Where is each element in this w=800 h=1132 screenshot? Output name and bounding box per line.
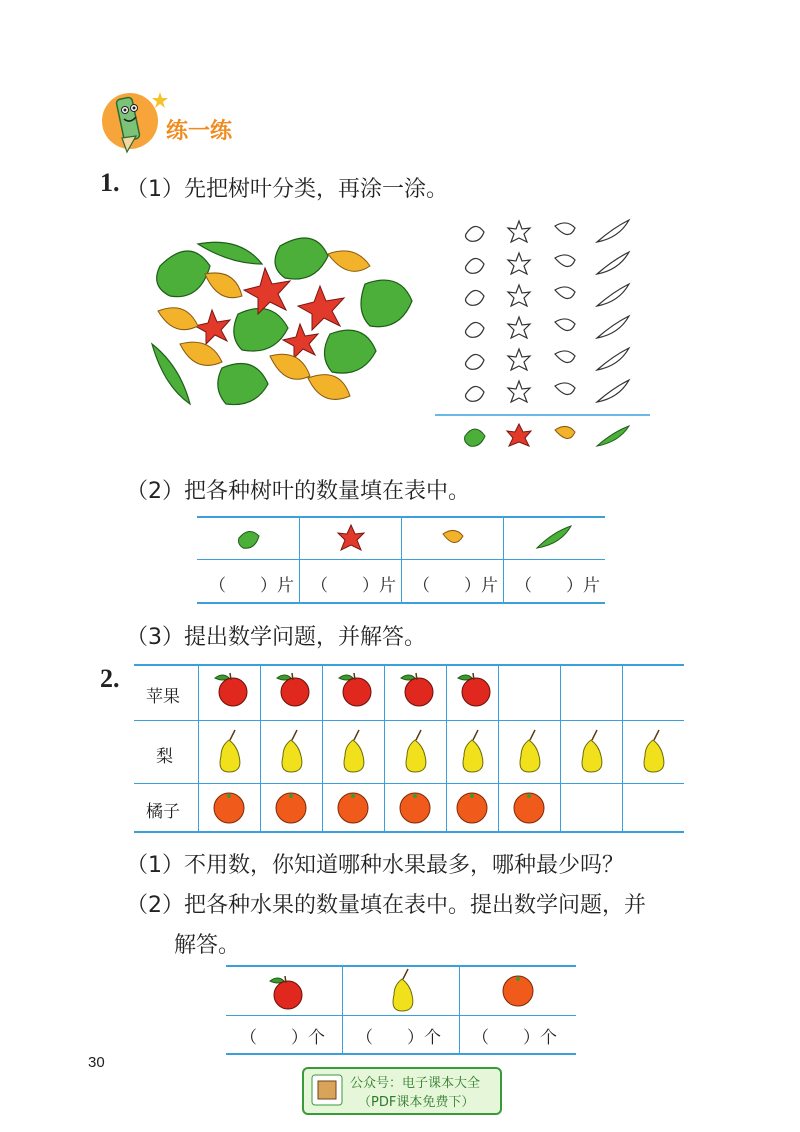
pear-icon	[211, 728, 247, 780]
yellow-ginkgo-leaf-icon	[308, 375, 350, 400]
yellow-ginkgo-leaf-icon	[555, 426, 575, 438]
apple-icon	[333, 670, 373, 712]
orange-icon	[500, 973, 536, 1009]
pear-icon	[335, 728, 371, 780]
q2-part1: （1）不用数，你知道哪种水果最多，哪种最少吗？	[126, 853, 624, 878]
q1-cell-1[interactable]: （ ）片	[209, 576, 294, 596]
green-round-leaf-icon	[157, 251, 210, 297]
red-maple-leaf-icon	[298, 286, 344, 330]
pencil-mascot-icon	[98, 86, 168, 156]
green-round-leaf-outline-icon[interactable]	[466, 322, 485, 337]
red-maple-leaf-icon	[195, 310, 230, 344]
green-long-leaf-icon	[198, 242, 262, 264]
green-long-leaf-outline-icon[interactable]	[597, 348, 629, 370]
pear-icon	[384, 967, 420, 1013]
red-maple-leaf-outline-icon[interactable]	[508, 221, 530, 242]
apple-icon	[271, 670, 311, 712]
red-maple-leaf-icon	[507, 424, 531, 446]
red-maple-leaf-outline-icon[interactable]	[508, 349, 530, 370]
green-round-leaf-outline-icon[interactable]	[466, 354, 485, 369]
yellow-ginkgo-leaf-outline-icon[interactable]	[555, 287, 575, 299]
q2-number: 2.	[100, 664, 120, 693]
orange-icon	[511, 790, 547, 830]
watermark-line1: 公众号：电子课本大全	[350, 1076, 481, 1091]
page-number: 30	[88, 1054, 105, 1071]
green-round-leaf-icon	[218, 364, 268, 405]
pear-icon	[397, 728, 433, 780]
green-long-leaf-outline-icon[interactable]	[597, 316, 629, 338]
green-long-leaf-icon	[597, 426, 629, 446]
pear-icon	[573, 728, 609, 780]
yellow-ginkgo-leaf-outline-icon[interactable]	[555, 223, 575, 235]
apple-icon	[452, 670, 492, 712]
yellow-ginkgo-leaf-outline-icon[interactable]	[555, 351, 575, 363]
green-long-leaf-icon	[535, 524, 573, 552]
q1-table	[197, 516, 605, 604]
q1-cell-4[interactable]: （ ）片	[515, 576, 600, 596]
watermark-line2: （PDF课本免费下）	[358, 1095, 475, 1110]
green-round-leaf-outline-icon[interactable]	[466, 226, 485, 241]
red-maple-leaf-icon	[337, 524, 365, 552]
green-round-leaf-icon	[275, 238, 328, 279]
row-label-orange: 橘子	[146, 802, 180, 822]
pear-icon	[454, 728, 490, 780]
red-maple-leaf-outline-icon[interactable]	[508, 253, 530, 274]
yellow-ginkgo-leaf-icon	[270, 354, 310, 379]
green-long-leaf-icon	[152, 344, 190, 404]
leaf-pile	[150, 226, 420, 426]
green-round-leaf-icon	[465, 429, 485, 446]
q1-part1: （1）先把树叶分类，再涂一涂。	[126, 177, 448, 202]
section-title: 练一练	[166, 119, 233, 144]
yellow-ginkgo-leaf-icon	[328, 251, 370, 271]
yellow-ginkgo-leaf-icon	[205, 273, 242, 298]
q2-part2-line1: （2）把各种水果的数量填在表中。提出数学问题，并	[126, 893, 646, 918]
leaf-coloring-chart	[455, 210, 655, 455]
orange-icon	[335, 790, 371, 830]
red-maple-leaf-outline-icon[interactable]	[508, 381, 530, 402]
fruit-table	[134, 664, 684, 834]
orange-icon	[211, 790, 247, 830]
red-maple-leaf-outline-icon[interactable]	[508, 317, 530, 338]
q1-cell-2[interactable]: （ ）片	[311, 576, 396, 596]
book-icon	[310, 1073, 344, 1107]
yellow-ginkgo-leaf-icon	[158, 308, 198, 330]
orange-icon	[397, 790, 433, 830]
q2-cell-orange[interactable]: （ ）个	[472, 1028, 557, 1048]
q1-part3: （3）提出数学问题，并解答。	[126, 625, 426, 650]
q2-cell-apple[interactable]: （ ）个	[240, 1028, 325, 1048]
green-round-leaf-outline-icon[interactable]	[466, 386, 485, 401]
green-long-leaf-outline-icon[interactable]	[597, 380, 629, 402]
red-maple-leaf-outline-icon[interactable]	[508, 285, 530, 306]
yellow-ginkgo-leaf-outline-icon[interactable]	[555, 255, 575, 267]
green-long-leaf-outline-icon[interactable]	[597, 252, 629, 274]
q2-table	[226, 965, 576, 1055]
green-round-leaf-icon	[361, 280, 412, 327]
apple-icon	[264, 973, 304, 1011]
green-round-leaf-icon	[234, 308, 288, 351]
green-long-leaf-outline-icon[interactable]	[597, 284, 629, 306]
row-label-pear: 梨	[156, 747, 173, 767]
green-round-leaf-outline-icon[interactable]	[466, 258, 485, 273]
apple-icon	[395, 670, 435, 712]
orange-icon	[273, 790, 309, 830]
pear-icon	[273, 728, 309, 780]
green-round-leaf-icon	[324, 330, 376, 373]
row-label-apple: 苹果	[146, 687, 180, 707]
apple-icon	[209, 670, 249, 712]
q1-number: 1.	[100, 168, 120, 197]
yellow-ginkgo-leaf-icon	[180, 342, 222, 365]
green-round-leaf-outline-icon[interactable]	[466, 290, 485, 305]
pear-icon	[511, 728, 547, 780]
q2-part2-line2: 解答。	[174, 933, 241, 958]
yellow-ginkgo-leaf-icon	[441, 526, 465, 550]
header	[98, 86, 298, 156]
yellow-ginkgo-leaf-outline-icon[interactable]	[555, 319, 575, 331]
q1-part2: （2）把各种树叶的数量填在表中。	[126, 479, 470, 504]
yellow-ginkgo-leaf-outline-icon[interactable]	[555, 383, 575, 395]
green-round-leaf-icon	[237, 526, 261, 550]
pear-icon	[635, 728, 671, 780]
green-long-leaf-outline-icon[interactable]	[597, 220, 629, 242]
orange-icon	[454, 790, 490, 830]
q2-cell-pear[interactable]: （ ）个	[356, 1028, 441, 1048]
q1-cell-3[interactable]: （ ）片	[413, 576, 498, 596]
watermark-badge	[302, 1067, 502, 1115]
